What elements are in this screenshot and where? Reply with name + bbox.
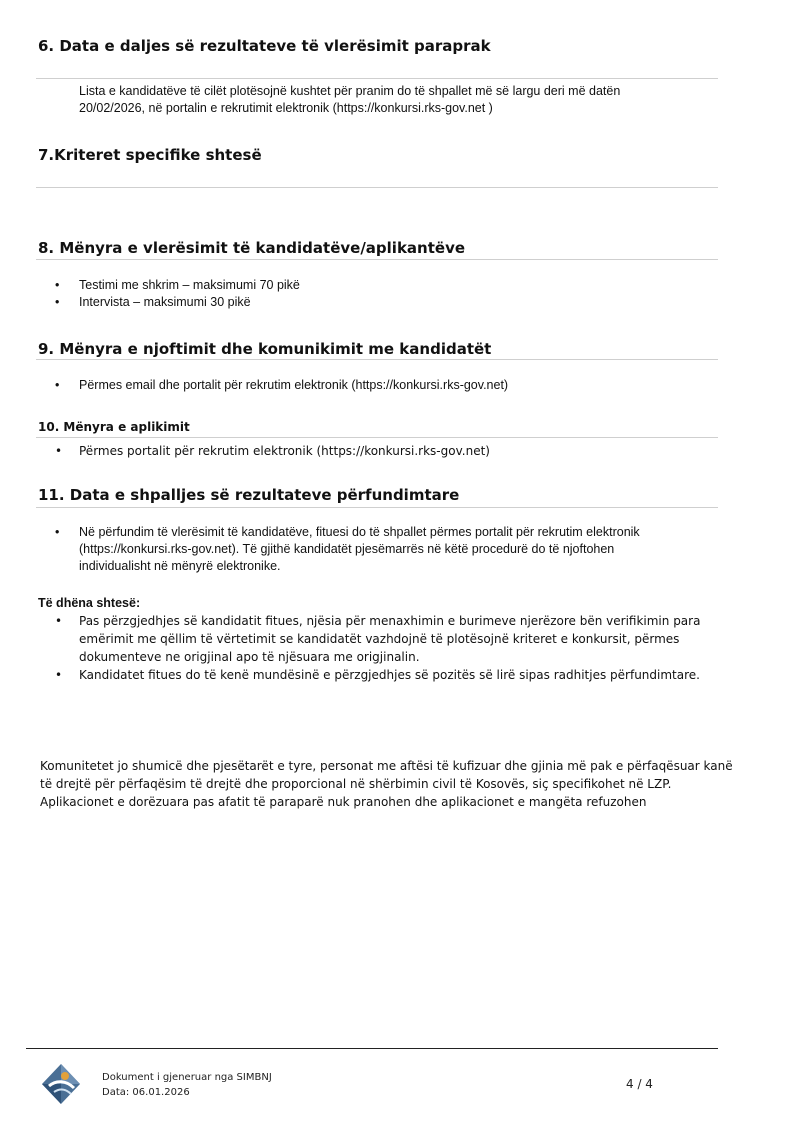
section-8-list (55, 277, 300, 311)
list-item: • Përmes portalit për rekrutim elektronik (https://konkursi.rks-gov.net) (55, 443, 490, 460)
section-11-item-line-3: individualisht në mënyrë elektronike. (79, 559, 281, 573)
section-9-list (55, 377, 508, 394)
closing-line-2: të drejtë për përfaqësim të drejtë dhe proporcional në shërbimin civil të Kosovës, siç specifikohet në LZP. (40, 777, 672, 791)
section-6-text (79, 83, 620, 117)
closing-line-1: Komunitetet jo shumicë dhe pjesëtarët e tyre, personat me aftësi të kufizuar dhe gjinia më pak e përfaqësuar kanë (40, 759, 733, 773)
section-11-item-line-1: • Në përfundim të vlerësimit të kandidatëve, fituesi do të shpallet përmes portalit për rekrutim elektronik (79, 525, 640, 539)
section-6-divider (36, 78, 718, 79)
additional-heading: Të dhëna shtesë: (38, 596, 141, 610)
section-8-heading: 8. Mënyra e vlerësimit të kandidatëve/aplikantëve (38, 239, 466, 257)
page-number: 4 / 4 (626, 1077, 653, 1091)
footer-date: Data: 06.01.2026 (102, 1087, 190, 1098)
section-9-divider (36, 359, 718, 360)
simbnj-logo-icon (40, 1062, 82, 1106)
section-8-divider (36, 259, 718, 260)
list-item: • Testimi me shkrim – maksimumi 70 pikë (55, 277, 300, 294)
footer-generated-by: Dokument i gjeneruar nga SIMBNJ (102, 1072, 272, 1083)
additional-list (55, 612, 700, 684)
section-10-divider (36, 437, 718, 438)
closing-line-3: Aplikacionet e dorëzuara pas afatit të paraparë nuk pranohen dhe aplikacionet e mangëta refuzohen (40, 795, 647, 809)
closing-paragraph (40, 757, 733, 811)
section-7-divider (36, 187, 718, 188)
list-item (55, 524, 640, 575)
section-7-heading: 7.Kriteret specifike shtesë (38, 146, 262, 164)
additional-item-1-line-2: emërimit me qëllim të vërtetimit se kandidatët vazhdojnë të plotësojnë kriteret e konkursit, përmes (79, 632, 680, 646)
section-10-list (55, 443, 490, 460)
list-item (55, 612, 700, 666)
additional-item-1-line-3: dokumenteve ne origjinal apo të njësuara me origjinalin. (79, 650, 420, 664)
section-6-text-line-1: Lista e kandidatëve të cilët plotësojnë kushtet për pranim do të shpallet më së largu deri më datën (79, 84, 621, 98)
section-11-item-line-2: (https://konkursi.rks-gov.net). Të gjithë kandidatët pjesëmarrës në këtë procedurë do të njoftohen (79, 542, 615, 556)
section-6-heading: 6. Data e daljes së rezultateve të vlerësimit paraprak (38, 37, 491, 55)
list-item: • Përmes email dhe portalit për rekrutim elektronik (https://konkursi.rks-gov.net) (55, 377, 508, 394)
footer-divider (26, 1048, 718, 1049)
section-11-list (55, 524, 640, 575)
list-item: • Kandidatet fitues do të kenë mundësinë e përzgjedhjes së pozitës së lirë sipas radhitjes përfundimtare. (55, 666, 700, 684)
section-11-heading: 11. Data e shpalljes së rezultateve përfundimtare (38, 486, 460, 504)
list-item: • Intervista – maksimumi 30 pikë (55, 294, 300, 311)
section-10-heading: 10. Mënyra e aplikimit (38, 420, 190, 434)
section-6-text-line-2: 20/02/2026, në portalin e rekrutimit elektronik (https://konkursi.rks-gov.net ) (79, 101, 493, 115)
section-11-divider (36, 507, 718, 508)
additional-item-1-line-1: • Pas përzgjedhjes së kandidatit fitues, njësia për menaxhimin e burimeve njerëzore bën verifikimin para (79, 614, 701, 628)
section-9-heading: 9. Mënyra e njoftimit dhe komunikimit me kandidatët (38, 340, 492, 358)
